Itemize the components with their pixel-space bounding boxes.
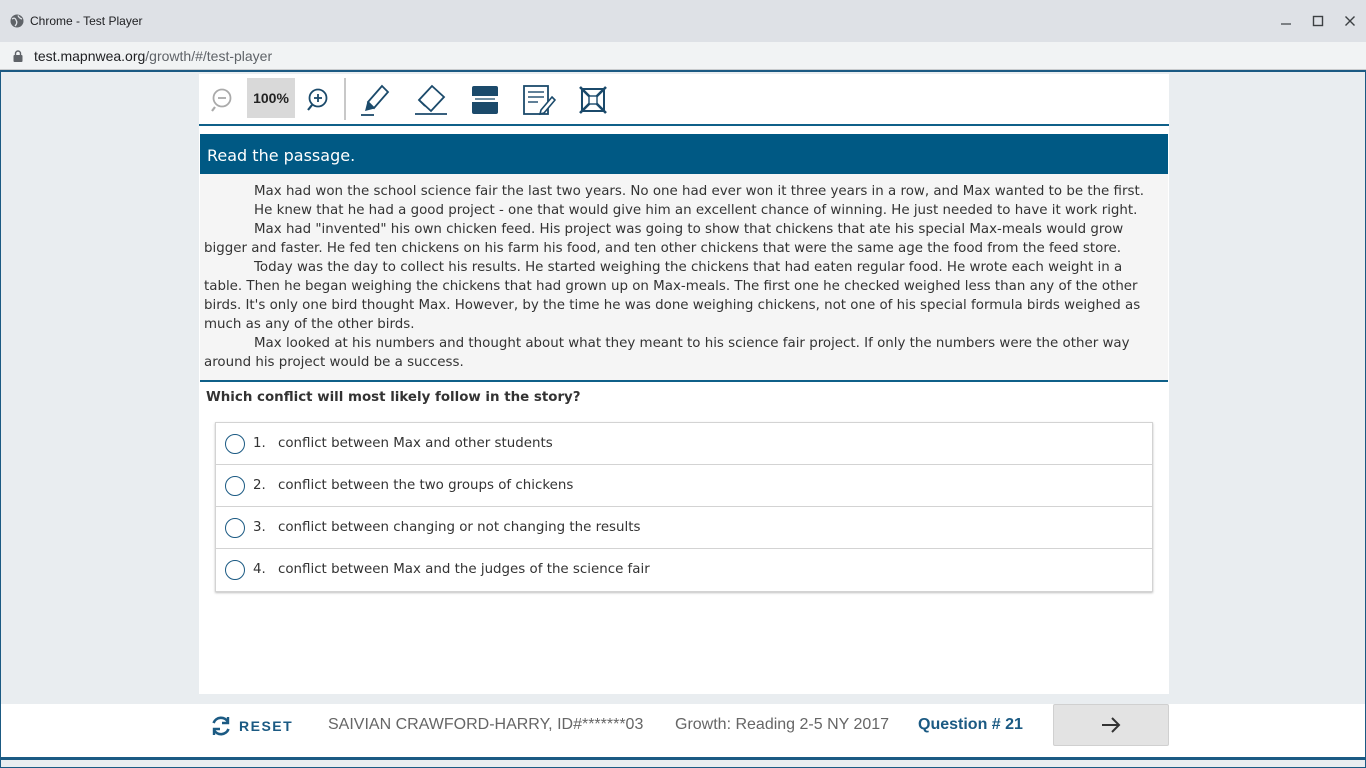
- zoom-level-display: 100%: [247, 78, 295, 118]
- radio-button[interactable]: [225, 434, 245, 454]
- test-name: Growth: Reading 2-5 NY 2017: [675, 716, 890, 733]
- zoom-in-icon: [305, 87, 331, 113]
- close-window-button[interactable]: [1339, 10, 1361, 32]
- passage-paragraph: Max looked at his numbers and thought about what they meant to his science fair project. If only the numbers were the other way around his project would be a success.: [204, 336, 1130, 370]
- tools-toolbar: [199, 74, 1169, 126]
- close-icon: [1344, 15, 1356, 27]
- passage-paragraph: Today was the day to collect his results. He started weighing the chickens that had eaten regular food. He wrote each weight in a table. Then he began weighing the chickens that had grown up on Max-meals. The first one he checked weighed less than any of the other birds. It's only one bird thought Max. However, by the time he was done weighing chickens, not one of his special formula birds weighed as much as any of the other birds.: [204, 260, 1141, 332]
- lock-icon: [13, 50, 23, 62]
- zoom-out-button[interactable]: [205, 80, 243, 120]
- test-player-frame: [0, 70, 1366, 768]
- option-number: 3.: [253, 520, 266, 535]
- option-text: conflict between Max and other students: [278, 436, 553, 451]
- line-reader-button[interactable]: [465, 80, 505, 120]
- globe-icon: [10, 14, 24, 28]
- highlighter-button[interactable]: [357, 80, 397, 120]
- option-number: 1.: [253, 436, 266, 451]
- option-number: 2.: [253, 478, 266, 493]
- url-text[interactable]: [34, 48, 272, 64]
- answer-option-2[interactable]: [216, 465, 1152, 507]
- reset-icon: [209, 714, 233, 738]
- answer-eliminator-button[interactable]: [573, 80, 613, 120]
- test-footer: [1, 704, 1365, 760]
- test-content-panel: [199, 74, 1169, 694]
- next-question-button[interactable]: [1053, 704, 1169, 746]
- passage-paragraph: Max had "invented" his own chicken feed. His project was going to show that chickens that ate his special Max-meals would grow bigger and faster. He fed ten chickens on his farm his food, and ten other chickens that were the same age the food from the feed store.: [204, 222, 1124, 256]
- question-prompt: Which conflict will most likely follow in the story?: [206, 390, 581, 405]
- option-text: conflict between the two groups of chickens: [278, 478, 574, 493]
- question-number: Question # 21: [918, 716, 1023, 733]
- line-reader-icon: [470, 84, 500, 116]
- toolbar-divider: [344, 78, 346, 120]
- window-title: Chrome - Test Player: [30, 14, 143, 28]
- notepad-icon: [522, 83, 556, 117]
- radio-button[interactable]: [225, 476, 245, 496]
- radio-button[interactable]: [225, 518, 245, 538]
- answer-option-1[interactable]: [216, 423, 1152, 465]
- passage-paragraph: Max had won the school science fair the last two years. No one had ever won it three years in a row, and Max wanted to be the first.: [254, 184, 1144, 199]
- arrow-right-icon: [1100, 716, 1122, 734]
- maximize-icon: [1312, 15, 1324, 27]
- passage-text: [200, 174, 1168, 382]
- url-host: test.mapnwea.org: [34, 48, 146, 64]
- answer-options: [215, 422, 1153, 592]
- answer-option-4[interactable]: [216, 549, 1152, 591]
- url-path: /growth/#/test-player: [145, 48, 273, 64]
- highlighter-icon: [360, 83, 394, 117]
- zoom-out-icon: [211, 87, 237, 113]
- maximize-button[interactable]: [1307, 10, 1329, 32]
- radio-button[interactable]: [225, 560, 245, 580]
- option-text: conflict between changing or not changing the results: [278, 520, 641, 535]
- address-bar[interactable]: [0, 42, 1366, 70]
- minimize-button[interactable]: [1275, 10, 1297, 32]
- eraser-button[interactable]: [411, 80, 451, 120]
- answer-option-3[interactable]: [216, 507, 1152, 549]
- passage-paragraph: He knew that he had a good project - one that would give him an excellent chance of winning. He just needed to have it work right.: [254, 203, 1138, 218]
- option-text: conflict between Max and the judges of the science fair: [278, 562, 650, 577]
- notepad-button[interactable]: [519, 80, 559, 120]
- reset-button[interactable]: [209, 712, 293, 740]
- answer-eliminator-icon: [578, 85, 608, 115]
- window-titlebar: [0, 0, 1366, 42]
- passage-header: Read the passage.: [200, 134, 1168, 174]
- eraser-icon: [414, 83, 448, 117]
- student-info: SAIVIAN CRAWFORD-HARRY, ID#*******03: [328, 716, 644, 733]
- zoom-in-button[interactable]: [299, 80, 337, 120]
- option-number: 4.: [253, 562, 266, 577]
- minimize-icon: [1280, 15, 1292, 27]
- reset-label: RESET: [239, 718, 294, 734]
